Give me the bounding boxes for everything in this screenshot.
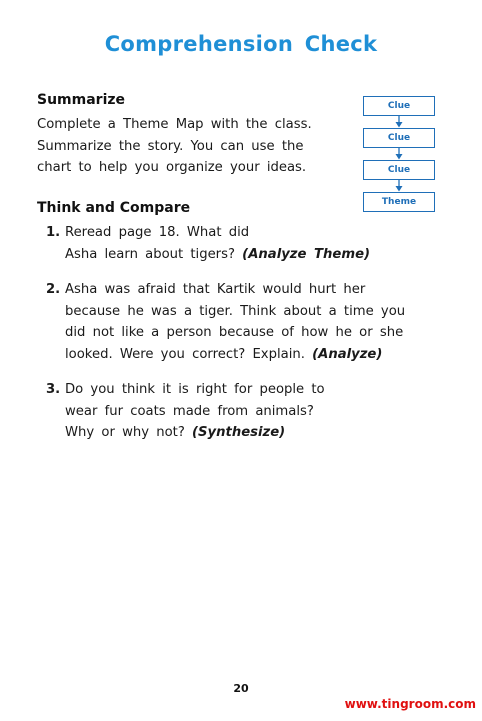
question-line: Reread page 18. What did <box>65 225 250 240</box>
question-list <box>40 222 440 458</box>
question-line-with-tag <box>65 422 440 444</box>
summarize-line: chart to help you organize your ideas. <box>37 160 307 175</box>
question-skill-tag: (Analyze Theme) <box>242 246 371 262</box>
theme-map-theme-box: Theme <box>363 192 435 212</box>
summarize-line: Complete a Theme Map with the class. <box>37 117 312 132</box>
question-item <box>40 279 440 365</box>
question-item <box>40 379 440 444</box>
question-skill-tag: (Analyze) <box>312 346 383 362</box>
question-line: Asha learn about tigers? <box>65 246 243 262</box>
question-item <box>40 222 440 265</box>
question-line: did not like a person because of how he or she <box>65 325 404 340</box>
question-line: Asha was afraid that Kartik would hurt her <box>65 282 366 297</box>
summarize-line: Summarize the story. You can use the <box>37 138 304 154</box>
question-line: because he was a tiger. Think about a time you <box>65 303 406 319</box>
question-line-with-tag <box>65 344 440 366</box>
question-line: Do you think it is right for people to <box>65 382 325 397</box>
theme-map-clue-box: Clue <box>363 96 435 116</box>
question-line: wear fur coats made from animals? <box>65 403 314 419</box>
question-line-with-tag <box>65 244 440 266</box>
summarize-text <box>37 114 337 179</box>
page-title: Comprehension Check <box>104 32 378 56</box>
down-arrow-icon <box>363 180 435 192</box>
watermark-link[interactable]: www.tingroom.com <box>344 697 476 711</box>
question-line: looked. Were you correct? Explain. <box>65 346 313 362</box>
question-skill-tag: (Synthesize) <box>192 425 286 440</box>
question-line: Why or why not? <box>65 425 193 440</box>
theme-map-clue-box: Clue <box>363 128 435 148</box>
down-arrow-icon <box>363 148 435 160</box>
theme-map-clue-box: Clue <box>363 160 435 180</box>
down-arrow-icon <box>363 116 435 128</box>
think-compare-heading: Think and Compare <box>37 200 191 216</box>
theme-map-diagram <box>363 96 435 212</box>
summarize-heading: Summarize <box>37 92 126 108</box>
question-number: 1. <box>46 225 61 240</box>
question-number: 3. <box>46 382 61 397</box>
page-number: 20 <box>233 682 249 695</box>
question-number: 2. <box>46 282 61 297</box>
